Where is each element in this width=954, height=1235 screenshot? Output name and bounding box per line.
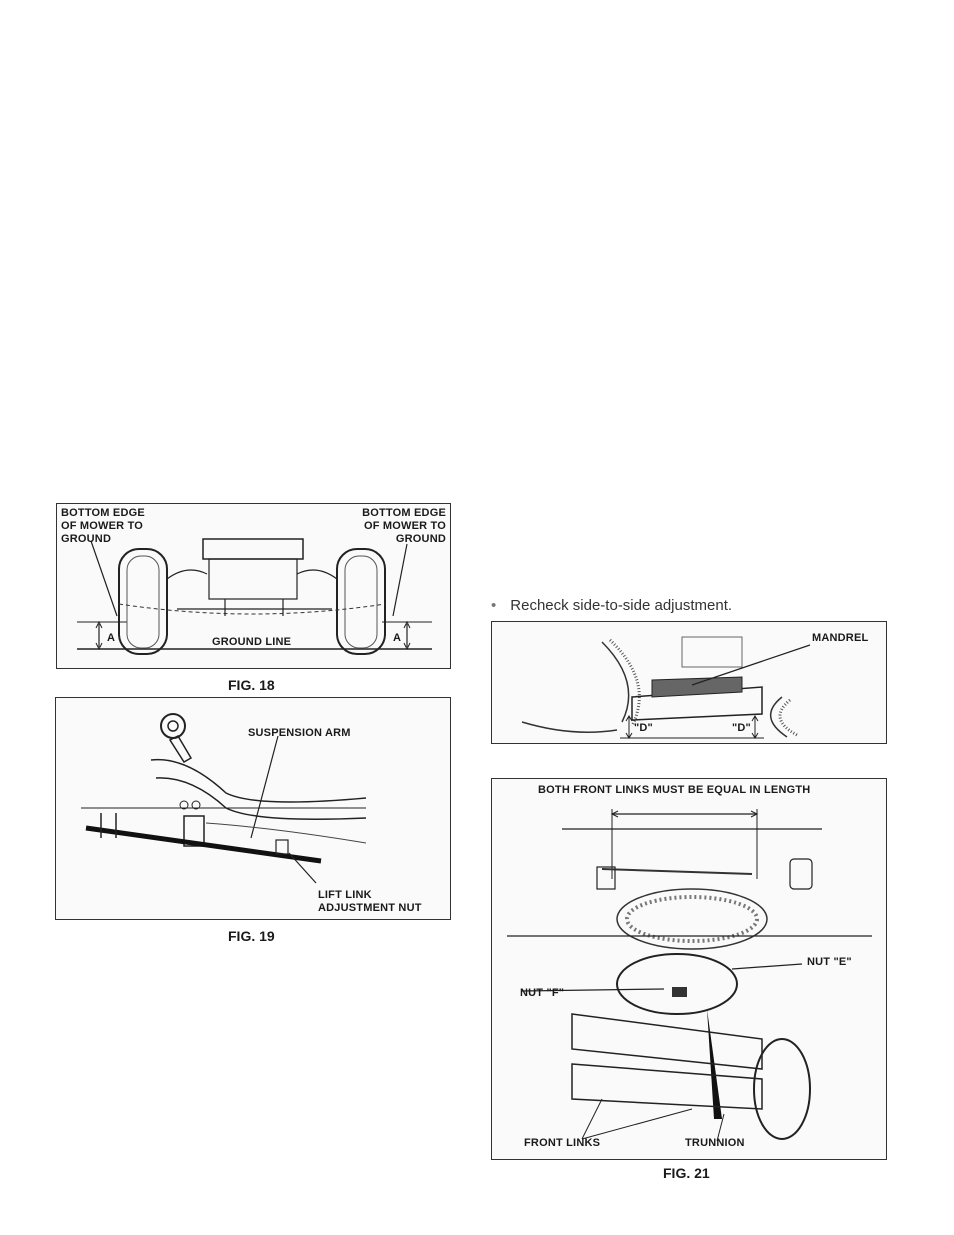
instruction-line — [491, 597, 732, 614]
fig18-label-left: BOTTOM EDGE OF MOWER TO GROUND — [61, 507, 145, 545]
fig21-front-links-label: FRONT LINKS — [524, 1137, 601, 1149]
fig20-dim-left: "D" — [634, 722, 653, 734]
instruction-bullet: • — [491, 597, 497, 614]
fig21-nut-f-label: NUT "F" — [520, 987, 565, 999]
fig21-front-links-illustration — [492, 779, 888, 1161]
fig18-panel — [56, 503, 451, 669]
fig19-suspension-arm-label: SUSPENSION ARM — [248, 727, 351, 739]
fig21-trunnion-label: TRUNNION — [685, 1137, 745, 1149]
fig21-caption: FIG. 21 — [663, 1165, 710, 1181]
fig18-ground-line-label: GROUND LINE — [212, 636, 292, 648]
fig19-panel — [55, 697, 451, 920]
fig19-lift-link-label: LIFT LINK ADJUSTMENT NUT — [318, 889, 422, 914]
fig18-dim-left: A — [107, 632, 116, 644]
fig19-caption: FIG. 19 — [228, 928, 275, 944]
fig21-panel — [491, 778, 887, 1160]
fig20-mandrel-label: MANDREL — [812, 632, 869, 644]
instruction-text: Recheck side-to-side adjustment. — [510, 597, 733, 614]
fig18-label-right: BOTTOM EDGE OF MOWER TO GROUND — [362, 507, 446, 545]
fig18-dim-right: A — [393, 632, 402, 644]
fig20-panel — [491, 621, 887, 744]
fig21-header: BOTH FRONT LINKS MUST BE EQUAL IN LENGTH — [538, 784, 811, 796]
fig18-caption: FIG. 18 — [228, 677, 275, 693]
fig20-dim-right: "D" — [732, 722, 751, 734]
fig21-nut-e-label: NUT "E" — [807, 956, 852, 968]
